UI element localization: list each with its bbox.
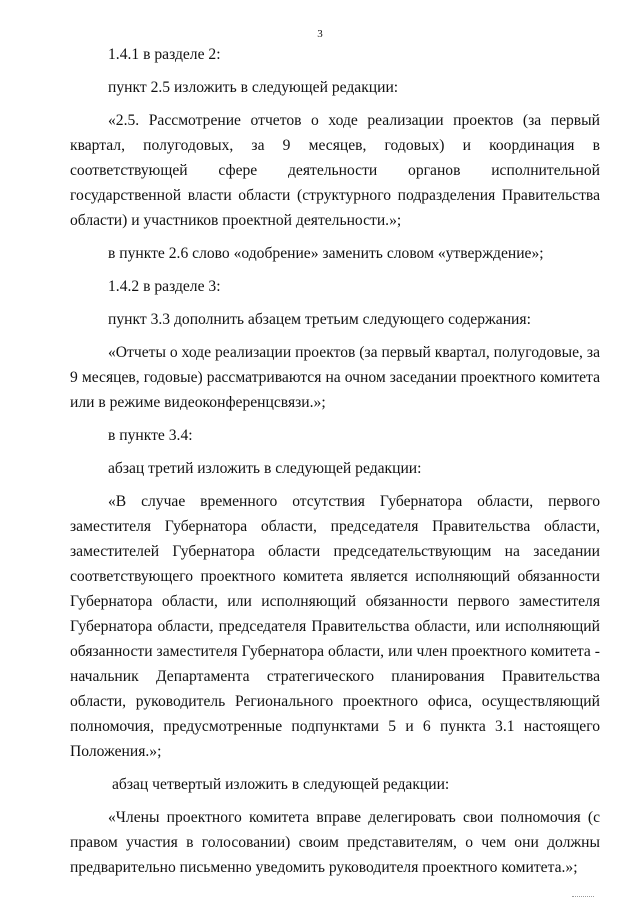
paragraph-fourth-abzac-intro: абзац четвертый изложить в следующей редакции: [112, 776, 450, 793]
scan-artifact-mark [572, 896, 594, 901]
paragraph-item-3-3-text: «Отчеты о ходе реализации проектов (за первый квартал, полугодовые, за 9 месяцев, годовые) рассматриваются на очном заседании проектного комитета или в режиме видеоконференцсвязи.»; [70, 344, 600, 411]
paragraph-item-3-4: в пункте 3.4: [108, 427, 193, 444]
paragraph-section-1-4-1: 1.4.1 в разделе 2: [108, 46, 221, 63]
paragraph-item-2-5-text: «2.5. Рассмотрение отчетов о ходе реализации проектов (за первый квартал, полугодовых, за 9 месяцев, годовых) и координация в соответствующей сфере деятельности органов исполнительной государственной власти области (структурного подразделения Правительства области) и участников проектной деятельности.»; [70, 112, 600, 229]
paragraph-section-1-4-2: 1.4.2 в разделе 3: [108, 278, 221, 295]
paragraph-item-3-3-intro: пункт 3.3 дополнить абзацем третьим следующего содержания: [108, 311, 531, 328]
paragraph-item-2-5-intro: пункт 2.5 изложить в следующей редакции: [108, 79, 399, 96]
paragraph-item-2-6: в пункте 2.6 слово «одобрение» заменить словом «утверждение»; [108, 245, 544, 262]
paragraph-fourth-abzac-text: «Члены проектного комитета вправе делегировать свои полномочия (с правом участия в голосовании) своим представителям, о чем они должны предварительно письменно уведомить руководителя проектного комитета.»; [70, 809, 600, 876]
page-number: 3 [317, 28, 323, 40]
document-body [70, 42, 600, 888]
paragraph-third-abzac-intro: абзац третий изложить в следующей редакции: [108, 460, 422, 477]
paragraph-third-abzac-text: «В случае временного отсутствия Губернатора области, первого заместителя Губернатора области, председателя Правительства области, заместителей Губернатора области председательствующим на заседании соответствующего проектного комитета является исполняющий обязанности Губернатора области, или исполняющий обязанности первого заместителя Губернатора области, председателя Правительства области, или исполняющий обязанности заместителя Губернатора области, или член проектного комитета - начальник Департамента стратегического планирования Правительства области, руководитель Регионального проектного офиса, осуществляющий полномочия, предусмотренные подпунктами 5 и 6 пункта 3.1 настоящего Положения.»; [70, 493, 600, 760]
